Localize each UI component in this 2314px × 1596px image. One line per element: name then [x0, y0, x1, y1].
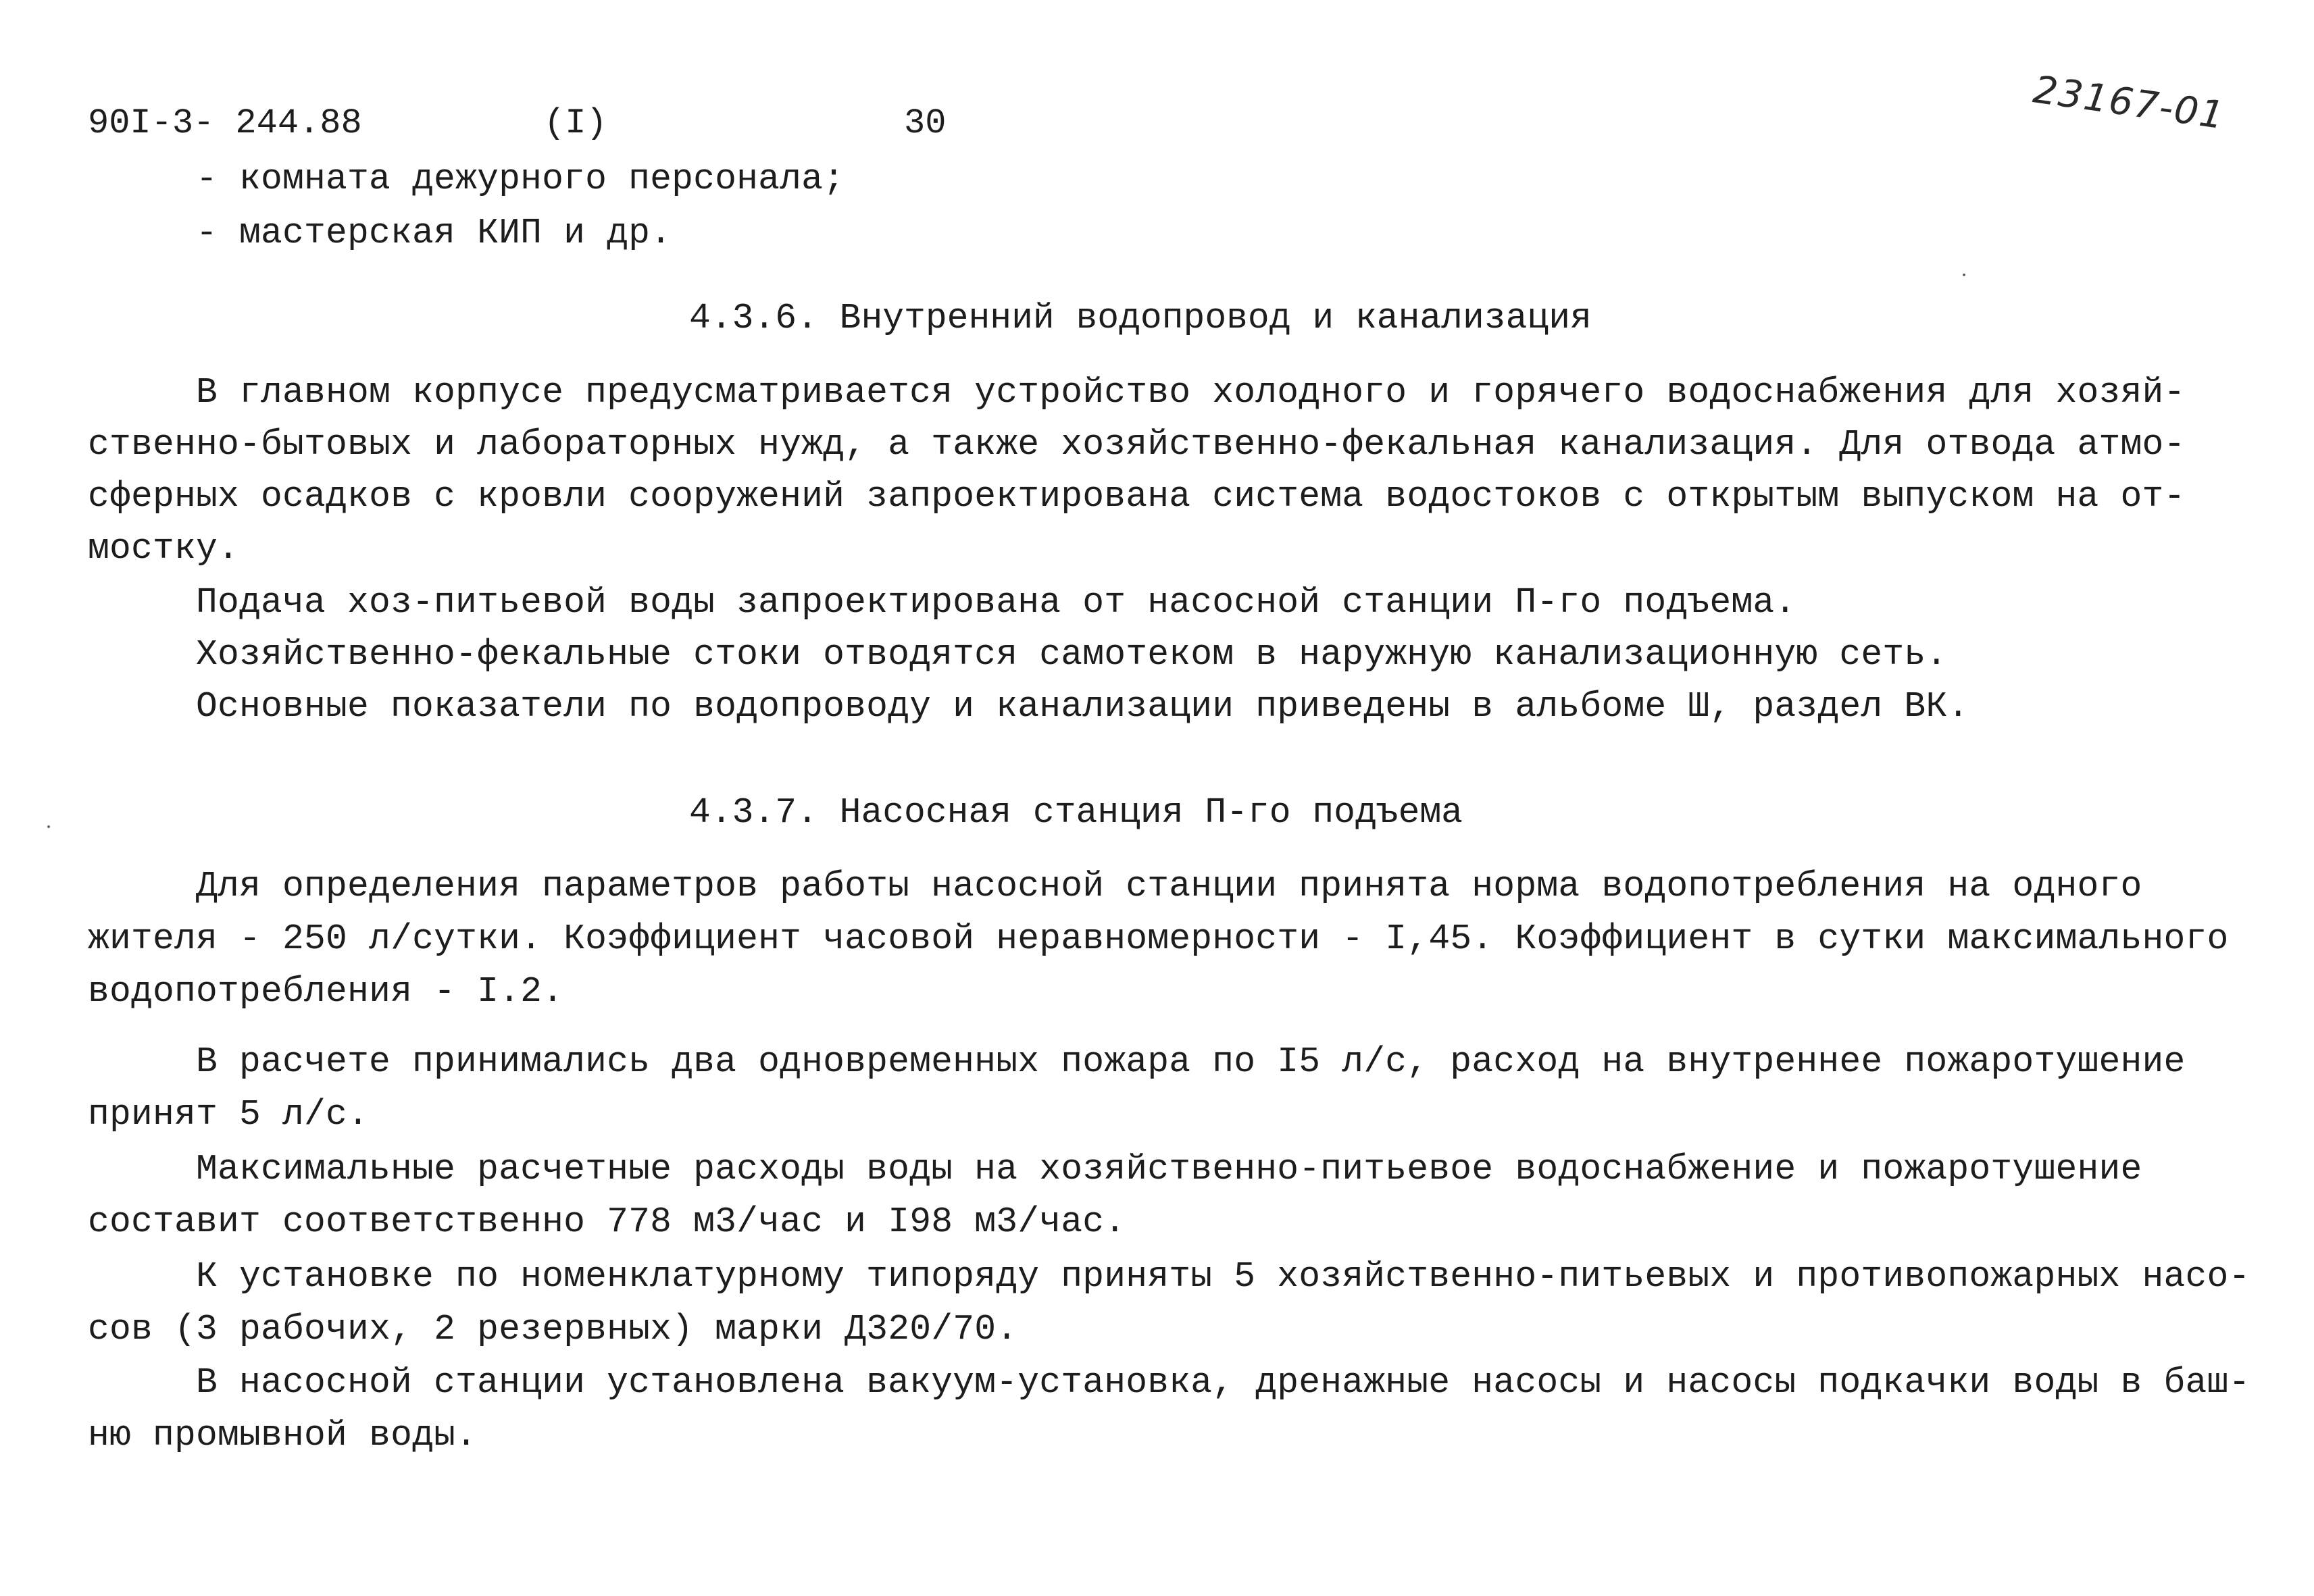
page-number: 30	[904, 103, 947, 143]
paragraph-line: Подача хоз-питьевой воды запроектирована от насосной станции П-го подъема.	[196, 582, 1796, 623]
paragraph-line: сов (3 рабочих, 2 резервных) марки Д320/70.	[88, 1309, 1018, 1349]
section-heading-4-3-6: 4.3.6. Внутренний водопровод и канализация	[689, 298, 1592, 338]
paragraph-line: жителя - 250 л/сутки. Коэффициент часовой неравномерности - I,45. Коэффициент в сутки максимального	[88, 919, 2229, 959]
list-item: - комната дежурного персонала;	[196, 159, 845, 199]
doc-code: 90I-3- 244.88	[88, 103, 362, 143]
paragraph-line: ню промывной воды.	[88, 1415, 478, 1456]
paragraph-line: ственно-бытовых и лабораторных нужд, а также хозяйственно-фекальная канализация. Для отвода атмо-	[88, 424, 2186, 465]
section-heading-4-3-7: 4.3.7. Насосная станция П-го подъема	[689, 792, 1463, 833]
scan-speck	[47, 825, 50, 828]
paragraph-line: Максимальные расчетные расходы воды на хозяйственно-питьевое водоснабжение и пожаротушение	[196, 1149, 2142, 1189]
paragraph-line: водопотребления - I.2.	[88, 971, 564, 1012]
paragraph-line: В главном корпусе предусматривается устройство холодного и горячего водоснабжения для хозяй-	[196, 372, 2186, 413]
volume-number: (I)	[544, 103, 607, 143]
paragraph-line: мостку.	[88, 528, 240, 569]
list-item: - мастерская КИП и др.	[196, 213, 672, 253]
paragraph-line: принят 5 л/с.	[88, 1094, 370, 1135]
paragraph-line: Основные показатели по водопроводу и канализации приведены в альбоме Ш, раздел ВК.	[196, 686, 1969, 727]
paragraph-line: В расчете принимались два одновременных пожара по I5 л/с, расход на внутреннее пожаротушение	[196, 1041, 2186, 1082]
paragraph-line: Для определения параметров работы насосной станции принята норма водопотребления на одного	[196, 866, 2142, 906]
paragraph-line: В насосной станции установлена вакуум-установка, дренажные насосы и насосы подкачки воды в баш-	[196, 1362, 2250, 1403]
paragraph-line: составит соответственно 778 м3/час и I98 м3/час.	[88, 1202, 1126, 1242]
paragraph-line: К установке по номенклатурному типоряду приняты 5 хозяйственно-питьевых и противопожарных насо-	[196, 1256, 2250, 1297]
paragraph-line: Хозяйственно-фекальные стоки отводятся самотеком в наружную канализационную сеть.	[196, 634, 1948, 675]
handwritten-number: 23167-01	[2030, 68, 2228, 138]
scan-speck	[1963, 274, 1965, 276]
paragraph-line: сферных осадков с кровли сооружений запроектирована система водостоков с открытым выпуском на от-	[88, 476, 2186, 517]
